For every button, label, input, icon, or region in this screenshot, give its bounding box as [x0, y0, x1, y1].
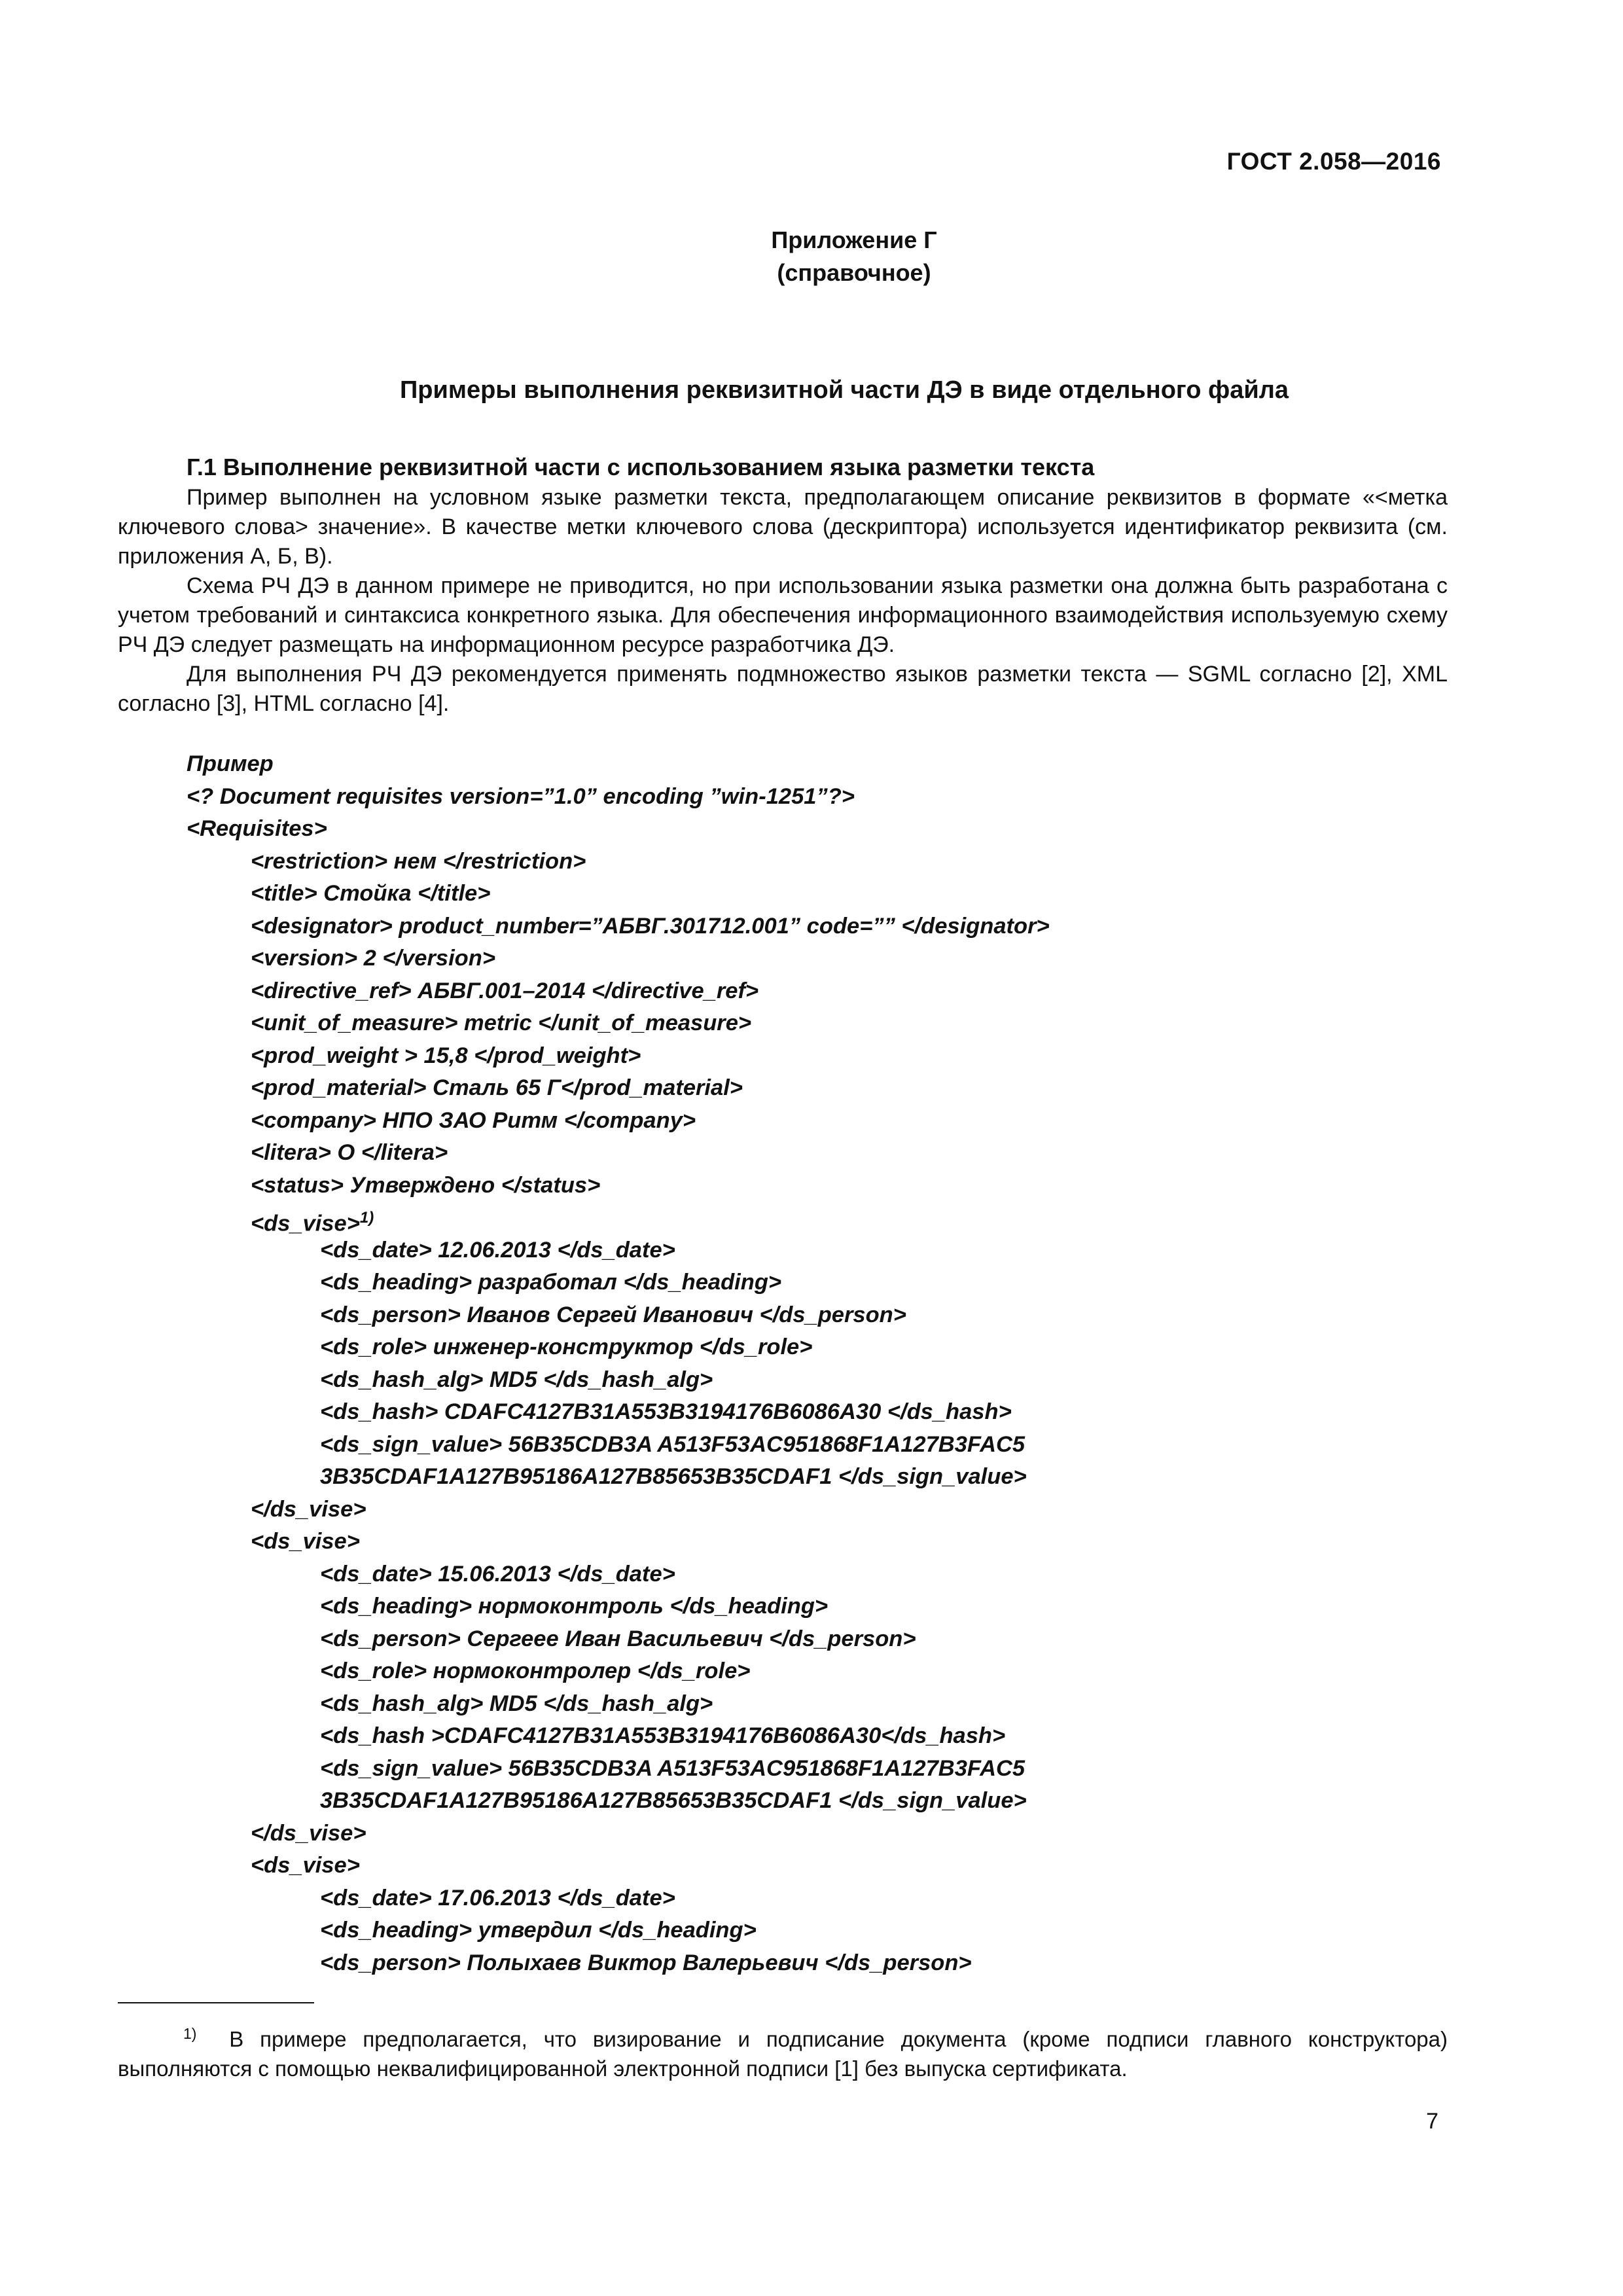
code-line: <ds_date> 17.06.2013 </ds_date>: [320, 1885, 675, 1910]
code-line: <ds_heading> утвердил </ds_heading>: [320, 1918, 757, 1943]
footnote-reference: 1): [359, 1209, 374, 1227]
code-line: <ds_role> нормоконтролер </ds_role>: [320, 1659, 751, 1683]
footnote-divider: [118, 2002, 314, 2003]
code-line-vise-with-footnote: [187, 1202, 1050, 1234]
code-line: <title> Стойка </title>: [251, 881, 491, 906]
code-line: 3B35CDAF1A127B95186A127B85653B35CDAF1 </ds_sign_value>: [320, 1788, 1027, 1813]
code-line-text: <ds_vise>: [251, 1211, 360, 1236]
code-line: <status> Утверждено </status>: [251, 1172, 601, 1198]
code-line: <ds_vise>: [251, 1853, 360, 1878]
code-line: <ds_heading> нормоконтроль </ds_heading>: [320, 1594, 829, 1619]
code-line: <directive_ref> АБВГ.001–2014 </directive_ref>: [251, 978, 759, 1003]
code-line: <ds_person> Полыхаев Виктор Валерьевич </ds_person>: [320, 1950, 972, 1975]
code-line: <ds_date> 15.06.2013 </ds_date>: [320, 1561, 675, 1587]
page-number: 7: [1426, 2109, 1438, 2134]
code-line: <restriction> нем </restriction>: [251, 848, 586, 874]
footnote-marker: 1): [183, 2025, 197, 2042]
code-line: <Requisites>: [187, 816, 327, 841]
code-line: <ds_sign_value> 56B35CDB3A A513F53AC951868F1A127B3FAC5: [320, 1431, 1026, 1457]
paragraph: Схема РЧ ДЭ в данном примере не приводится, но при использовании языка разметки она должна быть разработана с учетом требований и синтаксиса конкретного языка. Для обеспечения информационного взаимодействия используемую схему РЧ ДЭ следует размещать на информационном ресурсе разработчика ДЭ.: [118, 573, 1448, 657]
paragraph: Для выполнения РЧ ДЭ рекомендуется применять подмножество языков разметки текста — SGML согласно [2], XML согласно [3], HTML согласно [4].: [118, 662, 1448, 716]
markup-example: [187, 748, 1050, 1979]
footnote-marker-wrap: [118, 2027, 196, 2051]
code-line: <ds_hash> CDAFC4127B31A553B3194176B6086A30 </ds_hash>: [320, 1399, 1012, 1424]
code-line: <ds_person> Иванов Сергей Иванович </ds_person>: [320, 1302, 906, 1327]
code-line: <version> 2 </version>: [251, 946, 495, 971]
code-line: <ds_date> 12.06.2013 </ds_date>: [320, 1237, 675, 1263]
example-label: Пример: [187, 751, 274, 776]
code-line: <ds_heading> разработал </ds_heading>: [320, 1270, 782, 1295]
section-body: [118, 452, 1448, 719]
section-heading: Г.1 Выполнение реквизитной части с использованием языка разметки текста: [187, 454, 1095, 480]
code-line: <ds_hash_alg> MD5 </ds_hash_alg>: [320, 1367, 713, 1392]
standard-code: ГОСТ 2.058—2016: [1226, 148, 1441, 175]
code-line: </ds_vise>: [251, 1820, 366, 1846]
code-line: <designator> product_number=”АБВГ.301712.001” code=”” </designator>: [251, 913, 1050, 939]
code-line: <ds_hash >CDAFC4127B31A553B3194176B6086A30</ds_hash>: [320, 1723, 1006, 1748]
paragraph: Пример выполнен на условном языке разметки текста, предполагающем описание реквизитов в формате «<метка ключевого слова> значение». В качестве метки ключевого слова (дескриптора) используется идентификатор реквизита (см. приложения А, Б, В).: [118, 485, 1448, 569]
code-line: <litera> О </litera>: [251, 1140, 448, 1165]
footnote: [118, 2019, 1448, 2083]
page-title: Примеры выполнения реквизитной части ДЭ в виде отдельного файла: [399, 376, 1289, 404]
code-line: <ds_hash_alg> MD5 </ds_hash_alg>: [320, 1691, 713, 1716]
appendix-heading: [0, 224, 1623, 289]
code-line: <prod_weight > 15,8 </prod_weight>: [251, 1043, 641, 1068]
code-line: <prod_material> Сталь 65 Г</prod_material>: [251, 1075, 743, 1100]
code-line: <ds_sign_value> 56B35CDB3A A513F53AC951868F1A127B3FAC5: [320, 1755, 1026, 1781]
code-line: </ds_vise>: [251, 1496, 366, 1522]
appendix-kind: (справочное): [777, 259, 931, 286]
code-line: <ds_role> инженер-конструктор </ds_role>: [320, 1335, 813, 1359]
appendix-label: Приложение Г: [771, 226, 937, 253]
code-line: <? Document requisites version=”1.0” encoding ”win-1251”?>: [187, 783, 855, 809]
code-line: 3B35CDAF1A127B95186A127B85653B35CDAF1 </ds_sign_value>: [320, 1464, 1027, 1489]
code-line: <ds_person> Сергеее Иван Васильевич </ds_person>: [320, 1626, 916, 1651]
code-line: <ds_vise>: [251, 1529, 360, 1554]
code-line: <unit_of_measure> metric </unit_of_measure>: [251, 1011, 752, 1035]
footnote-text: В примере предполагается, что визирование и подписание документа (кроме подписи главного конструктора) выполняются с помощью неквалифицированной электронной подписи [1] без выпуска сертификата.: [118, 2027, 1448, 2081]
code-line: <company> НПО ЗАО Ритм </company>: [251, 1107, 696, 1133]
